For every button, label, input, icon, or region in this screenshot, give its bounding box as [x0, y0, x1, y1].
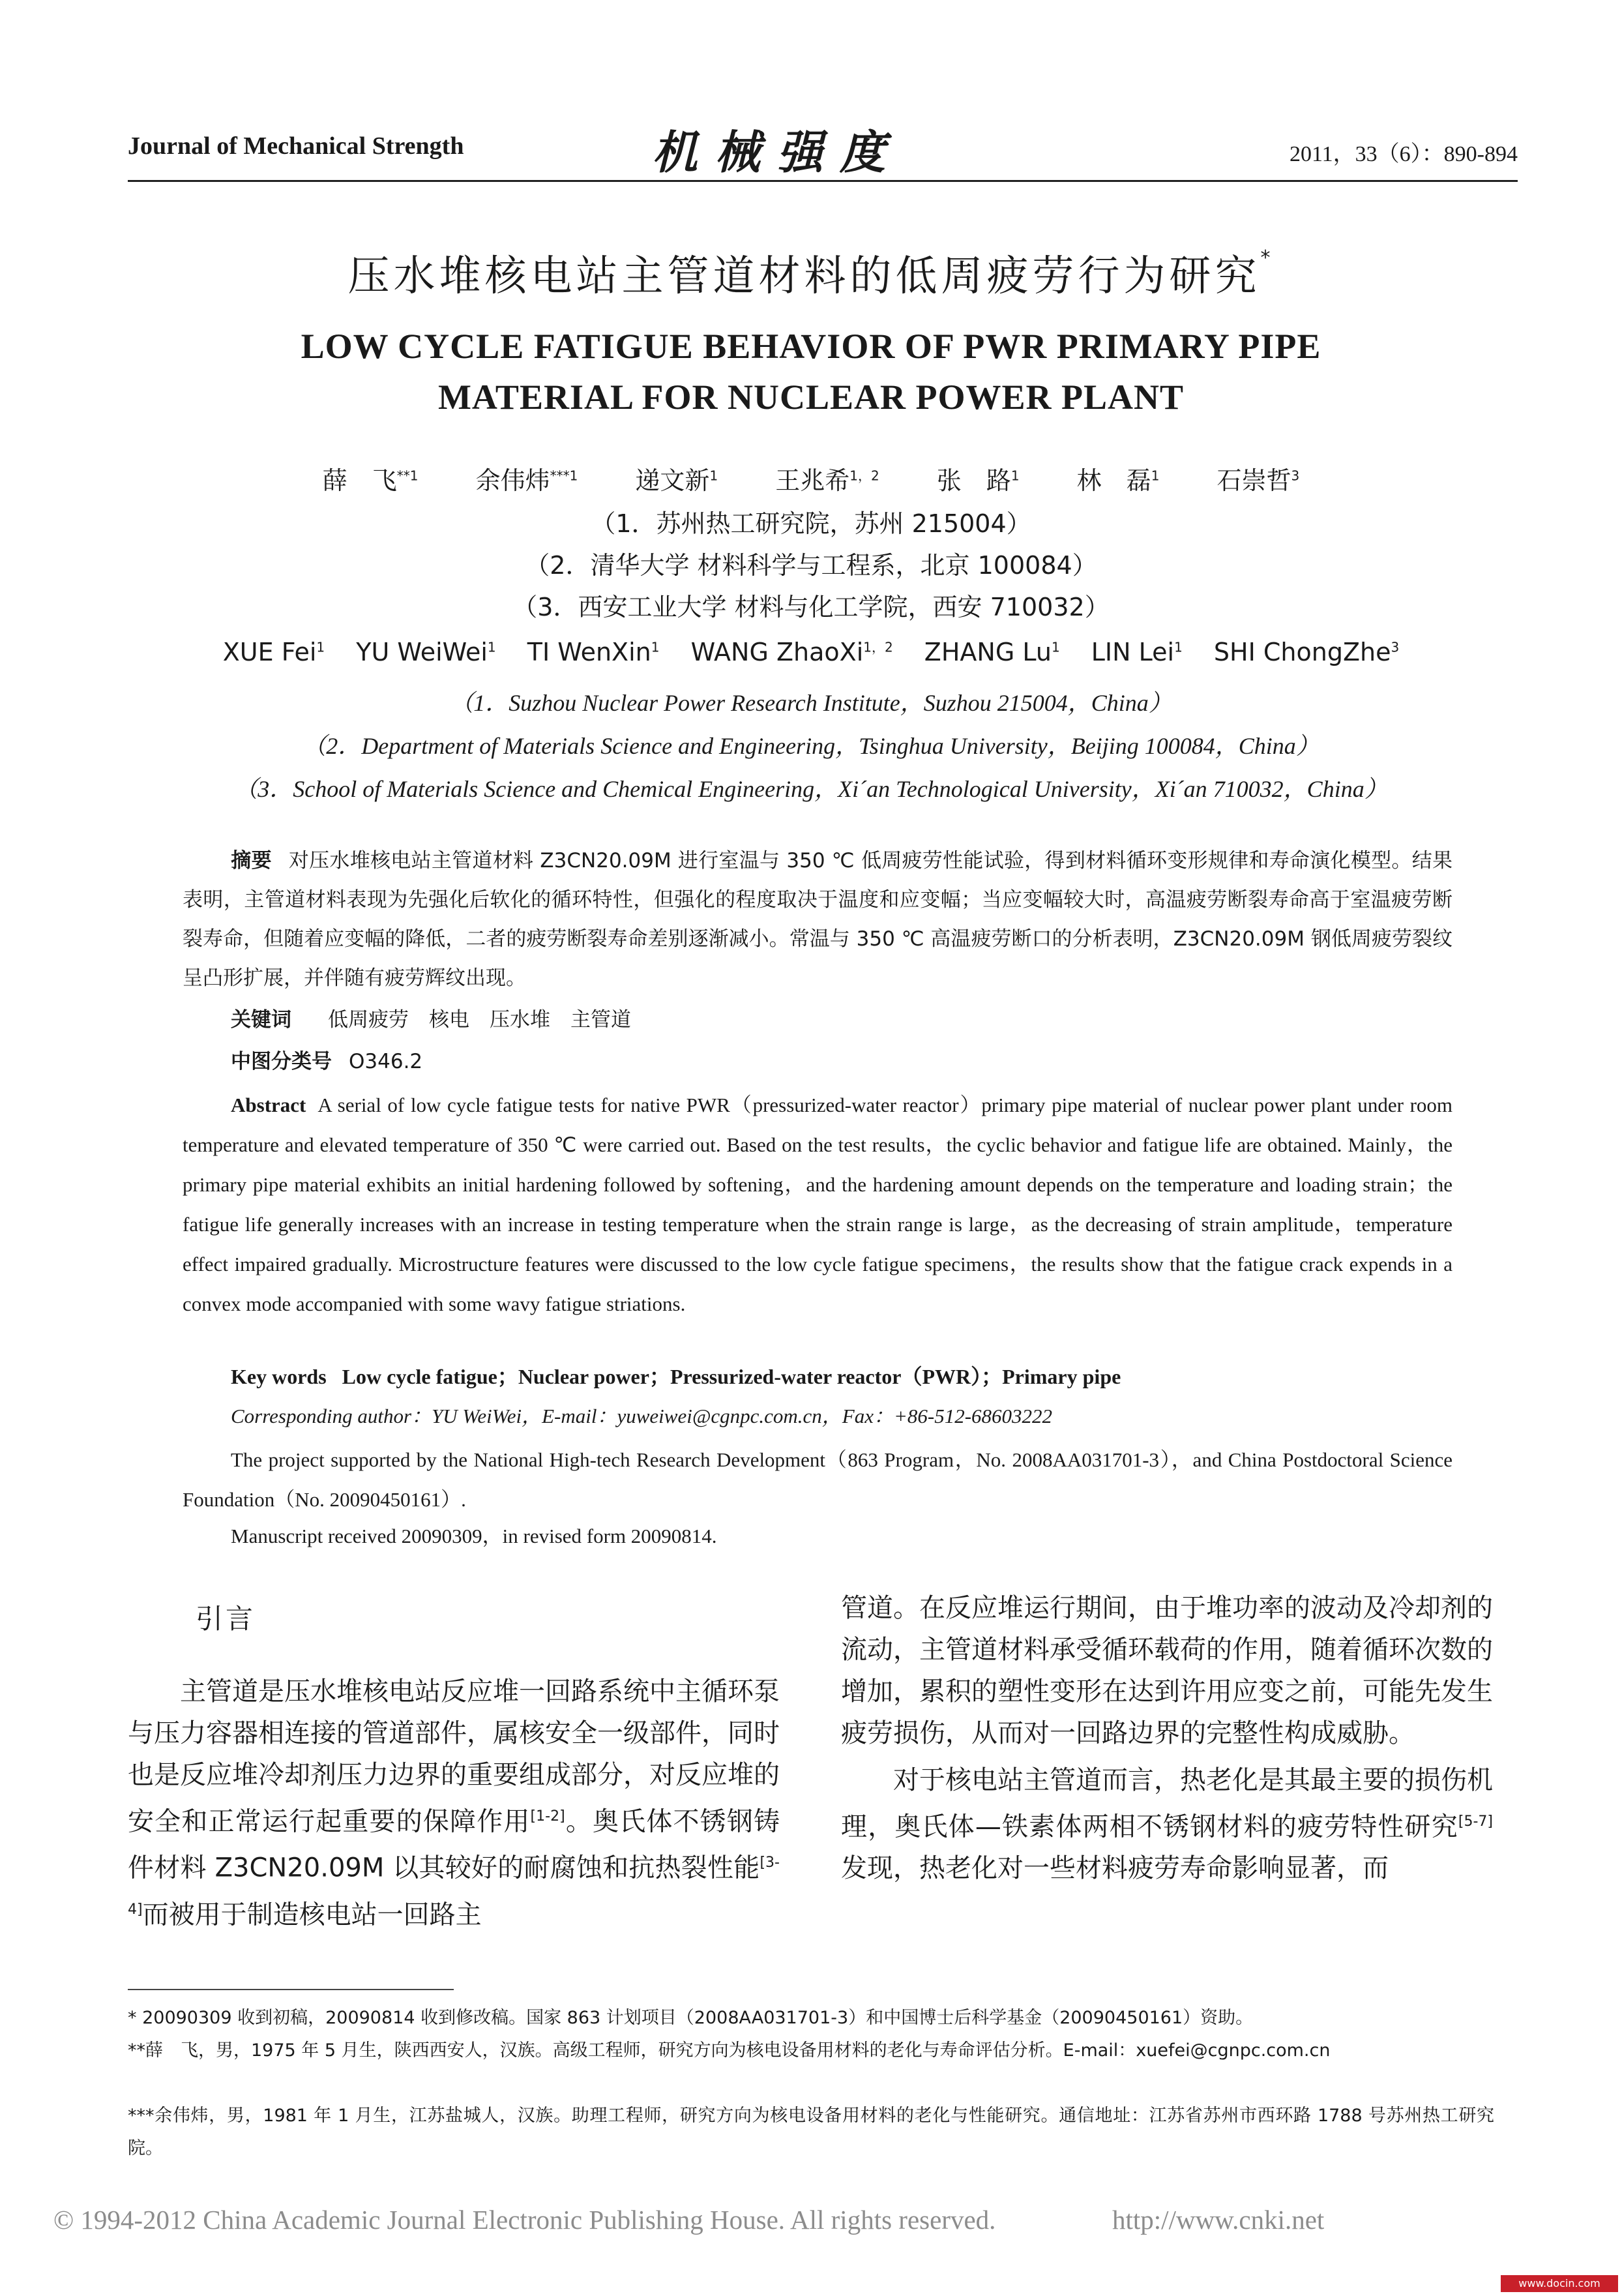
title-footnote-mark: *: [1260, 246, 1275, 269]
footnote-2: **薛 飞，男，1975 年 5 月生，陕西西安人，汉族。高级工程师，研究方向为核电设备用材料的老化与寿命评估分析。E-mail：xuefei@cgnpc.com.cn: [128, 2040, 1331, 2061]
keywords-cn-value: 低周疲劳 核电 压水堆 主管道: [328, 1008, 631, 1032]
intro-paragraph-1: 主管道是压水堆核电站反应堆一回路系统中主循环泵与压力容器相连接的管道部件，属核安全一级部件，同时也是反应堆冷却剂压力边界的重要组成部分，对反应堆的安全和正常运行起重要的保障作用[1-2]。奥氏体不锈钢铸件材料 Z3CN20.09M 以其较好的耐腐蚀和抗热裂性能[3-4]而被用于制造核电站一回路主: [128, 1677, 780, 1930]
footer-url-link[interactable]: http://www.cnki.net: [1112, 2205, 1325, 2235]
issue-info: 2011，33（6）：890-894: [1289, 142, 1518, 166]
journal-logo: 机械强度: [652, 126, 902, 179]
title-chinese: [0, 243, 1622, 303]
author-en: LIN Lei$^1$: [1091, 637, 1183, 666]
affiliation-cn-3: （3．西安工业大学 材料与化工学院，西安 710032）: [512, 593, 1110, 621]
title-chinese-text: 压水堆核电站主管道材料的低周疲劳行为研究: [347, 252, 1261, 301]
title-english-line2: MATERIAL FOR NUCLEAR POWER PLANT: [437, 378, 1185, 417]
author-en: YU WeiWei$^1$: [356, 637, 496, 666]
project-support: The project supported by the National High-tech Research Development（863 Program，No. 2008AA031701-3），and China Postdoctoral Science Foundation（No. 20090450161）.: [183, 1448, 1452, 1511]
citation[interactable]: [3-4]: [128, 1855, 780, 1918]
keywords-en-value: Low cycle fatigue；Nuclear power；Pressurized-water reactor（PWR）；Primary pipe: [342, 1365, 1121, 1388]
affiliation-cn-2: （2．清华大学 材料科学与工程系，北京 100084）: [525, 551, 1097, 580]
authors-english: [0, 636, 1622, 666]
author-cn: 张 路$^1$: [936, 466, 1020, 495]
author-en: TI WenXin$^1$: [527, 637, 660, 666]
keywords-english: [231, 1360, 1121, 1390]
abstract-english: [183, 1085, 1452, 1324]
author-en: XUE Fei$^1$: [222, 637, 325, 666]
section-heading-intro: 引言: [196, 1603, 256, 1635]
keywords-en-label: Key words: [231, 1365, 327, 1388]
journal-name: Journal of Mechanical Strength: [128, 132, 464, 160]
affiliation-en-1: （1．Suzhou Nuclear Power Research Institute，Suzhou 215004，China）: [450, 690, 1172, 716]
intro-paragraph-2: 对于核电站主管道而言，热老化是其最主要的损伤机理，奥氏体—铁素体两相不锈钢材料的疲劳特性研究[5-7]发现，热老化对一些材料疲劳寿命影响显著，而: [841, 1765, 1493, 1884]
clc-value: O346.2: [349, 1050, 423, 1073]
corner-badge[interactable]: www.docin.com: [1501, 2275, 1618, 2292]
author-cn: 石崇哲$^3$: [1216, 466, 1300, 495]
abstract-en-label: Abstract: [231, 1094, 306, 1116]
authors-chinese: [0, 460, 1622, 496]
author-en: WANG ZhaoXi$^{1,2}$: [690, 637, 893, 666]
affiliation-en-2: （2．Department of Materials Science and Engineering，Tsinghua University，Beijing 100084，China）: [302, 733, 1320, 759]
abstract-en-text: A serial of low cycle fatigue tests for native PWR（pressurized-water reactor）primary pipe material of nuclear power plant under room temperature and elevated temperature of 350 ℃ were carried out. Based on the test results，the cyclic behavior and fatigue life are obtained. Mainly，the primary pipe material exhibits an initial hardening followed by softening，and the hardening amount depends on the temperature and loading strain；the fatigue life generally increases with an increase in testing temperature when the strain range is large，as the decreasing of strain amplitude，temperature effect impaired gradually. Microstructure features were discussed to the low cycle fatigue specimens，the results show that the fatigue crack expends in a convex mode accompanied with some wavy fatigue striations.: [183, 1094, 1452, 1315]
abstract-cn-label: 摘要: [231, 849, 272, 872]
author-cn: 递文新$^1$: [635, 466, 718, 495]
classification-code: [231, 1045, 422, 1074]
title-english-line1: LOW CYCLE FATIGUE BEHAVIOR OF PWR PRIMARY PIPE: [301, 327, 1321, 366]
footer-copyright: © 1994-2012 China Academic Journal Electronic Publishing House. All rights reserved.: [53, 2205, 996, 2235]
header-rule: [128, 180, 1518, 182]
footnote-3: ***余伟炜，男，1981 年 1 月生，江苏盐城人，汉族。助理工程师，研究方向为核电设备用材料的老化与性能研究。通信地址：江苏省苏州市西环路 1788 号苏州热工研究院。: [128, 2106, 1494, 2158]
abstract-chinese: [183, 841, 1452, 998]
citation[interactable]: [1-2]: [530, 1808, 565, 1825]
intro-paragraph-1-cont: 管道。在反应堆运行期间，由于堆功率的波动及冷却剂的流动，主管道材料承受循环载荷的作用，随着循环次数的增加，累积的塑性变形在达到许用应变之前，可能先发生疲劳损伤，从而对一回路边界的完整性构成威胁。: [841, 1593, 1493, 1748]
footnote-rule: [128, 1989, 454, 1990]
affiliation-cn-1: （1．苏州热工研究院，苏州 215004）: [591, 509, 1031, 538]
author-en: SHI ChongZhe$^3$: [1213, 637, 1400, 666]
author-cn: 薛 飞$^{**1}$: [322, 466, 419, 495]
manuscript-received: Manuscript received 20090309，in revised form 20090814.: [231, 1525, 717, 1547]
author-cn: 林 磊$^1$: [1076, 466, 1160, 495]
abstract-cn-text: 对压水堆核电站主管道材料 Z3CN20.09M 进行室温与 350 ℃ 低周疲劳性能试验，得到材料循环变形规律和寿命演化模型。结果表明，主管道材料表现为先强化后软化的循环特性，但强化的程度取决于温度和应变幅；当应变幅较大时，高温疲劳断裂寿命高于室温疲劳断裂寿命，但随着应变幅的降低，二者的疲劳断裂寿命差别逐渐减小。常温与 350 ℃ 高温疲劳断口的分析表明，Z3CN20.09M 钢低周疲劳裂纹呈凸形扩展，并伴随有疲劳辉纹出现。: [183, 849, 1452, 990]
author-en: ZHANG Lu$^1$: [924, 637, 1060, 666]
author-cn: 余伟炜$^{***1}$: [475, 466, 578, 495]
body-column-right: [841, 1587, 1493, 1889]
footnote-1: * 20090309 收到初稿，20090814 收到修改稿。国家 863 计划项目（2008AA031701-3）和中国博士后科学基金（20090450161）资助。: [128, 2008, 1254, 2028]
citation[interactable]: [5-7]: [1458, 1813, 1493, 1830]
keywords-chinese: [231, 1003, 631, 1032]
author-cn: 王兆希$^{1,2}$: [775, 466, 879, 495]
affiliation-en-3: （3．School of Materials Science and Chemical Engineering，Xi´an Technological University，Xi´an 710032，China）: [234, 776, 1388, 802]
keywords-cn-label: 关键词: [231, 1008, 291, 1032]
corresponding-author: Corresponding author：YU WeiWei，E-mail：yuweiwei@cgnpc.com.cn，Fax：+86-512-68603222: [231, 1405, 1053, 1427]
body-column-left: [128, 1671, 780, 1935]
clc-label: 中图分类号: [231, 1050, 332, 1073]
